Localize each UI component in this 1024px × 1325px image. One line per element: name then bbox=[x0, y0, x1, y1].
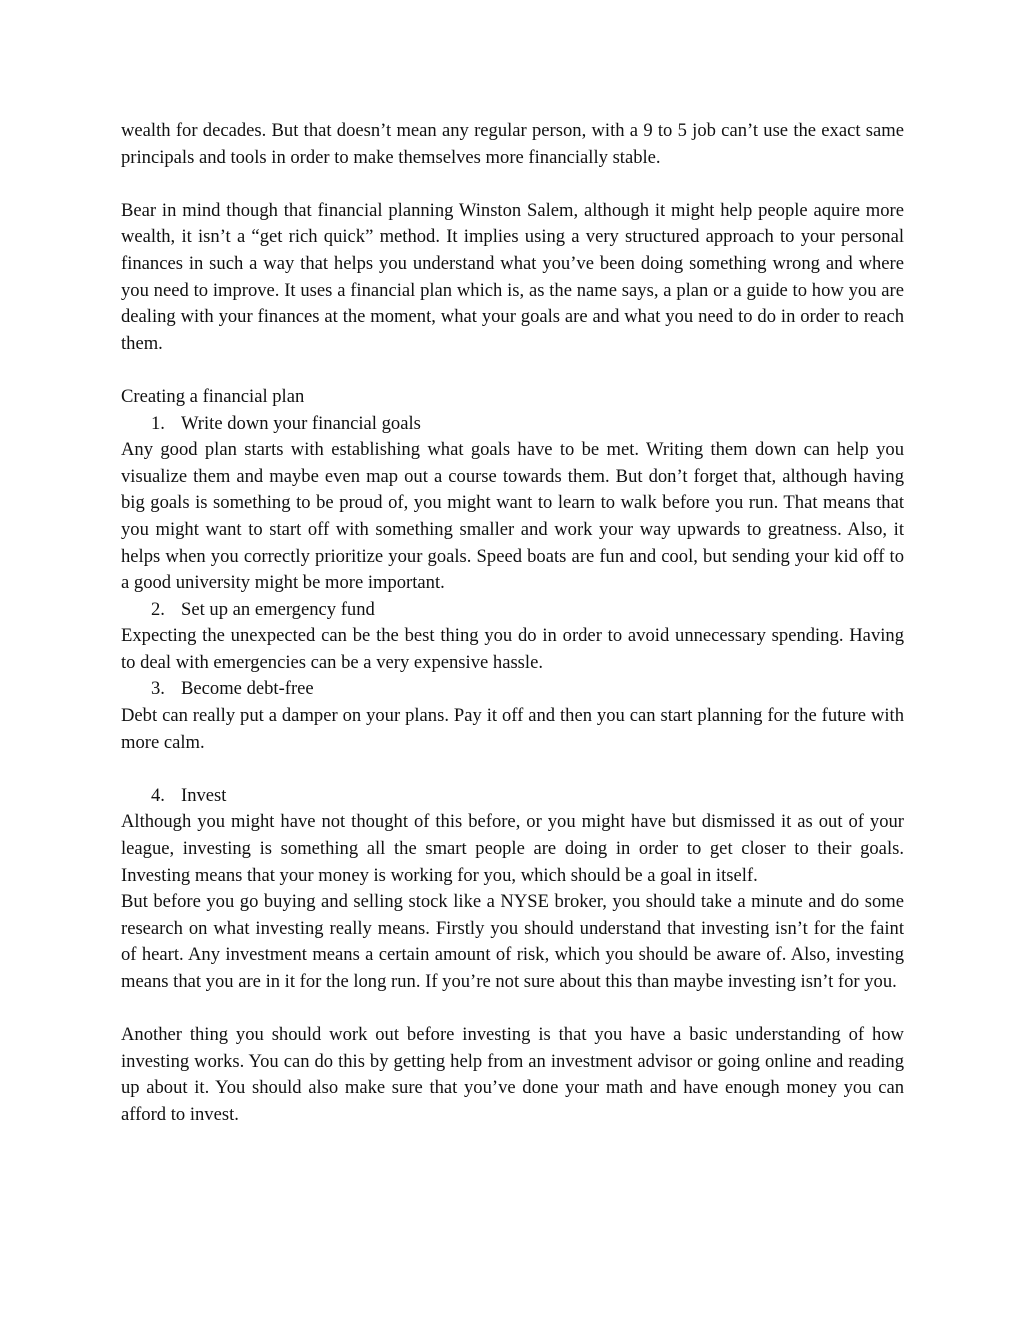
list-item-4 bbox=[121, 783, 904, 810]
list-number: 3. bbox=[151, 678, 165, 700]
document-page bbox=[121, 118, 904, 1129]
list-item-3 bbox=[121, 676, 904, 703]
list-number: 4. bbox=[151, 784, 165, 806]
bear-in-mind-paragraph: Bear in mind though that financial planning Winston Salem, although it might help people aquire more wealth, it isn’t a “get rich quick” method. It implies using a very structured approach to your personal finances in such a way that helps you understand what you’ve been doing something wrong and where you need to improve. It uses a financial plan which is, as the name says, a plan or a guide to how you are dealing with your finances at the moment, what your goals are and what you need to do in order to reach them. bbox=[121, 199, 904, 354]
invest-paragraph: Although you might have not thought of this before, or you might have but dismissed it as out of your league, investing is something all the smart people are doing in order to get closer to their goals. Investing means that your money is working for you, which should be a goal in itself. bbox=[121, 811, 904, 886]
spacer bbox=[121, 996, 904, 1023]
goals-paragraph: Any good plan starts with establishing what goals have to be met. Writing them down can help you visualize them and maybe even map out a course towards them. But don’t forget that, although having big goals is something to be proud of, you might want to learn to walk before you run. That means that you might want to start off with something smaller and work your way upwards to greatness. Also, it helps when you correctly prioritize your goals. Speed boats are fun and cool, but sending your kid off to a good university might be more important. bbox=[121, 439, 904, 594]
intro-paragraph: wealth for decades. But that doesn’t mean any regular person, with a 9 to 5 job can’t use the exact same principals and tools in order to make themselves more financially stable. bbox=[121, 120, 904, 168]
spacer bbox=[121, 357, 904, 384]
list-title: Invest bbox=[181, 784, 227, 806]
list-item-2 bbox=[121, 597, 904, 624]
debt-free-paragraph: Debt can really put a damper on your plans. Pay it off and then you can start planning for the future with more calm. bbox=[121, 705, 904, 753]
list-item-1 bbox=[121, 411, 904, 438]
spacer bbox=[121, 756, 904, 783]
final-paragraph: Another thing you should work out before investing is that you have a basic understanding of how investing works. You can do this by getting help from an investment advisor or going online and reading up about it. You should also make sure that you’ve done your math and have enough money you can afford to invest. bbox=[121, 1024, 904, 1125]
list-title: Become debt-free bbox=[181, 678, 314, 700]
spacer bbox=[121, 171, 904, 198]
list-number: 2. bbox=[151, 598, 165, 620]
invest-paragraph-2: But before you go buying and selling stock like a NYSE broker, you should take a minute and do some research on what investing really means. Firstly you should understand that investing isn’t for the faint of heart. Any investment means a certain amount of risk, which you should be aware of. Also, investing means that you are in it for the long run. If you’re not sure about this than maybe investing isn’t for you. bbox=[121, 891, 904, 992]
list-title: Write down your financial goals bbox=[181, 412, 421, 434]
list-number: 1. bbox=[151, 412, 165, 434]
emergency-fund-paragraph: Expecting the unexpected can be the best thing you do in order to avoid unnecessary spending. Having to deal with emergencies can be a very expensive hassle. bbox=[121, 625, 904, 673]
list-title: Set up an emergency fund bbox=[181, 598, 375, 620]
section-heading: Creating a financial plan bbox=[121, 385, 305, 407]
